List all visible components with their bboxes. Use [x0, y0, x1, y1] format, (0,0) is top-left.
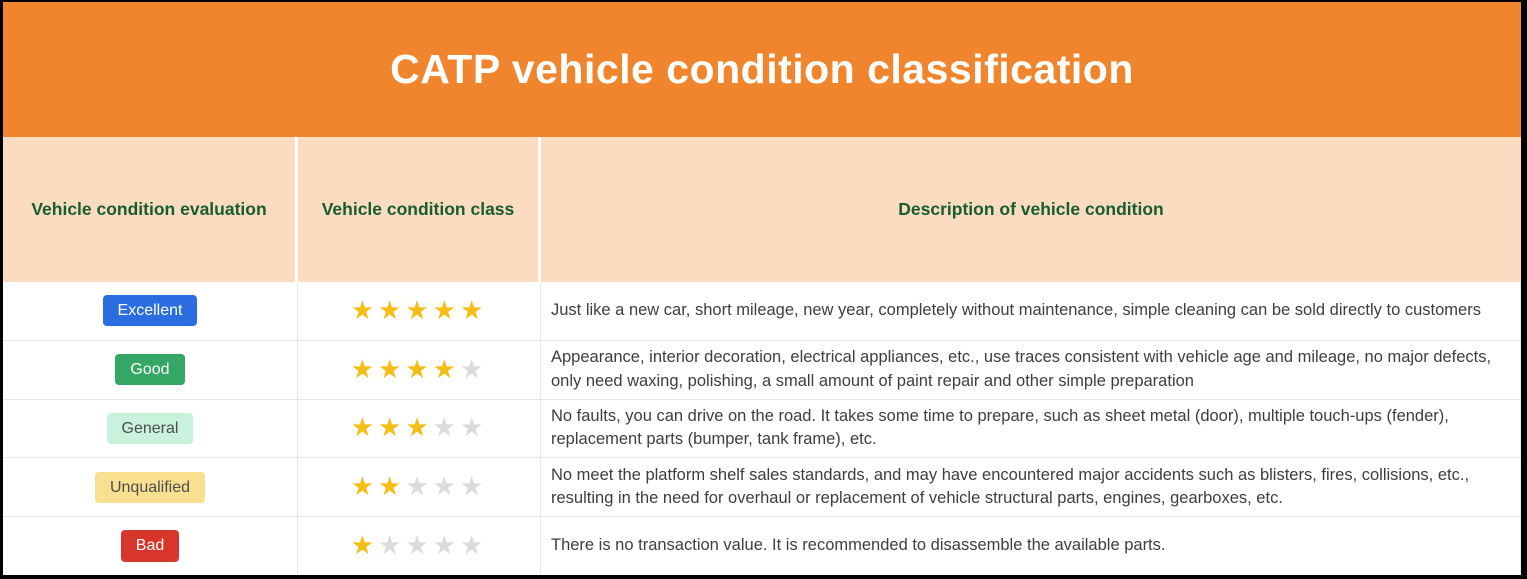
table-header-row	[3, 137, 1521, 282]
star-rating-icon: ★★★★★	[350, 531, 488, 562]
star-rating-cell	[298, 400, 541, 458]
description-text: No meet the platform shelf sales standards, and may have encountered major accidents such as blisters, fires, collisions, etc., resulting in the need for overhaul or replacement of vehicle structural parts, engines, gearboxes, etc.	[551, 465, 1470, 508]
page-title: CATP vehicle condition classification	[390, 46, 1134, 92]
evaluation-cell	[3, 341, 298, 399]
status-badge-bad: Bad	[121, 530, 179, 561]
star-rating-icon: ★★★★★	[350, 295, 488, 326]
description-cell	[541, 282, 1521, 340]
description-text: Appearance, interior decoration, electrical appliances, etc., use traces consistent with vehicle age and mileage, no major defects, only need waxing, polishing, a small amount of paint repair and other simple preparation	[551, 348, 1492, 390]
star-rating-icon: ★★★★★	[350, 413, 488, 444]
status-badge-unqualified: Unqualified	[95, 472, 205, 503]
star-rating-icon: ★★★★★	[350, 472, 488, 503]
description-cell	[541, 458, 1521, 516]
star-rating-cell	[298, 341, 541, 399]
table-row	[3, 517, 1521, 575]
description-text: Just like a new car, short mileage, new year, completely without maintenance, simple cleaning can be sold directly to customers	[551, 301, 1481, 320]
page-header-banner	[3, 2, 1521, 137]
star-rating-cell	[298, 458, 541, 516]
column-header-evaluation: Vehicle condition evaluation	[3, 137, 298, 282]
evaluation-cell	[3, 282, 298, 340]
evaluation-cell	[3, 400, 298, 458]
star-rating-icon: ★★★★★	[350, 354, 488, 385]
evaluation-cell	[3, 458, 298, 516]
column-header-description: Description of vehicle condition	[898, 199, 1164, 219]
star-rating-cell	[298, 517, 541, 575]
description-text: There is no transaction value. It is recommended to disassemble the available parts.	[551, 536, 1166, 555]
description-text: No faults, you can drive on the road. It takes some time to prepare, such as sheet metal (door), multiple touch-ups (fender), replacement parts (bumper, tank frame), etc.	[551, 407, 1449, 449]
table-row	[3, 282, 1521, 341]
status-badge-excellent: Excellent	[103, 295, 198, 326]
star-rating-cell	[298, 282, 541, 340]
column-header-class: Vehicle condition class	[298, 137, 541, 282]
description-cell	[541, 341, 1521, 399]
description-cell	[541, 400, 1521, 458]
table-row	[3, 458, 1521, 517]
table-row	[3, 400, 1521, 459]
status-badge-general: General	[107, 413, 194, 444]
description-cell	[541, 517, 1521, 575]
evaluation-cell	[3, 517, 298, 575]
vehicle-condition-table	[3, 137, 1521, 575]
page	[3, 2, 1521, 575]
table-body	[3, 282, 1521, 575]
table-row	[3, 341, 1521, 400]
status-badge-good: Good	[115, 354, 184, 385]
